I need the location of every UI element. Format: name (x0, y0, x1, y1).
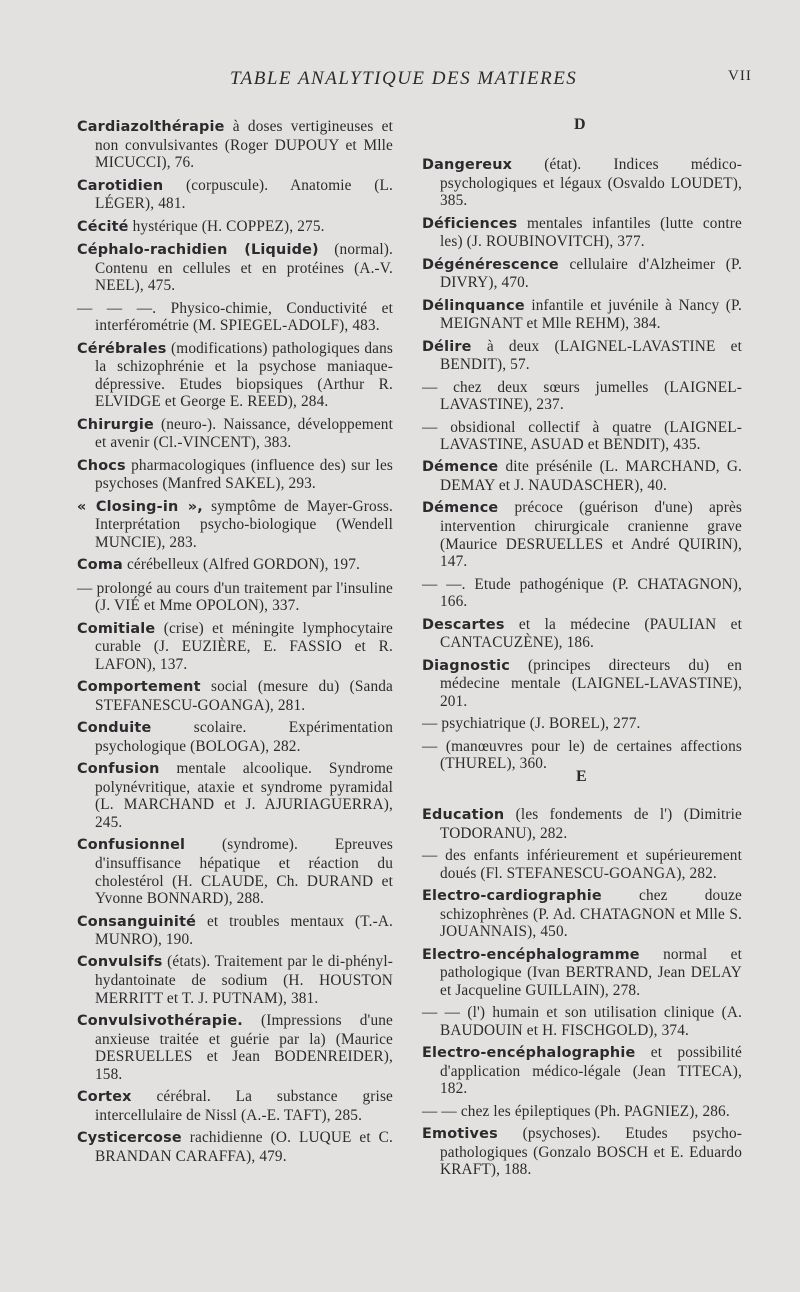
index-term: Cysticercose (77, 1130, 182, 1147)
index-entry-text: hystérique (H. COPPEZ), 275. (128, 217, 325, 235)
index-entry (422, 256, 742, 292)
index-entry (77, 620, 393, 674)
index-entry (77, 1129, 393, 1165)
index-entry (422, 1004, 742, 1039)
index-entry-text: — —. Etude pathogénique (P. CHATAGNON), 166. (422, 575, 742, 611)
index-entry-text: dite présénile (L. MARCHAND, G. DEMAY et J. NAUDASCHER), 40. (440, 458, 742, 495)
page-number: VII (728, 68, 752, 84)
index-entry-text: — psychiatrique (J. BOREL), 277. (422, 715, 641, 733)
index-entry-text: et la médecine (PAULIAN et CANTACUZÈNE), 186. (440, 615, 742, 652)
index-entry (422, 458, 742, 494)
index-term: Chirurgie (77, 416, 154, 433)
index-entry (77, 953, 393, 1007)
index-entry (422, 946, 742, 1000)
index-term: Démence (422, 500, 499, 517)
index-term: Electro-encéphalogramme (422, 946, 640, 963)
index-entry-text: (principes directeurs du) en médecine mentale (LAIGNEL-LAVASTINE), 201. (440, 656, 742, 710)
index-entry-text: (Impressions d'une anxieuse traitée et guérie par la) (Maurice DESRUELLES et Jean BODENREIDER), 158. (95, 1012, 393, 1083)
index-term: Démence (422, 459, 499, 476)
index-term: Electro-cardiographie (422, 887, 602, 904)
index-entry (77, 836, 393, 907)
index-term: Confusion (77, 761, 160, 778)
index-entry (77, 678, 393, 714)
index-entry (422, 215, 742, 251)
index-entry (422, 419, 742, 454)
index-entry (77, 457, 393, 493)
index-entry-text: cellulaire d'Alzheimer (P. DIVRY), 470. (440, 255, 742, 292)
index-term: Délinquance (422, 297, 525, 314)
index-term: Education (422, 807, 505, 823)
index-entry-text: — — (l') humain et son utilisation clinique (A. BAUDOUIN et H. FISCHGOLD), 374. (422, 1004, 742, 1039)
index-entry (77, 760, 393, 831)
index-entry (77, 498, 393, 552)
index-entry (422, 156, 742, 210)
index-term: « Closing-in », (77, 498, 203, 515)
right-column-e-section (422, 806, 742, 1184)
index-entry-text: mentale alcoolique. Syndrome polynévritique, ataxie et syndrome pyramidal (L. MARCHAND et J. AJURIAGUERRA), 245. (95, 760, 393, 831)
index-entry-text: (état). Indices médico-psychologiques et légaux (Osvaldo LOUDET), 385. (440, 156, 742, 210)
index-entry-text: scolaire. Expérimentation psychologique (BOLOGA), 282. (95, 719, 393, 755)
index-entry-text: — — chez les épileptiques (Ph. PAGNIEZ), 286. (422, 1102, 730, 1120)
index-entry (422, 576, 742, 611)
index-entry (422, 379, 742, 414)
index-entry-text: — prolongé au cours d'un traitement par l'insuline (J. VIÉ et Mme OPOLON), 337. (77, 579, 393, 615)
index-entry-text: et possibilité d'application médico-légale (Jean TITECA), 182. (440, 1044, 742, 1098)
index-entry (422, 715, 742, 733)
index-term: Dégénérescence (422, 256, 559, 273)
index-entry (422, 297, 742, 333)
section-letter-e: E (576, 768, 587, 785)
index-entry (77, 300, 393, 335)
index-term: Comitiale (77, 620, 156, 637)
index-term: Chocs (77, 457, 126, 474)
index-entry-text: — (manœuvres pour le) de certaines affections (THUREL), 360. (422, 737, 742, 773)
index-entry-text: (neuro-). Naissance, développement et avenir (Cl.-VINCENT), 383. (95, 415, 393, 452)
index-entry (422, 1044, 742, 1098)
index-term: Descartes (422, 616, 505, 633)
index-entry-text: à deux (LAIGNEL-LAVASTINE et BENDIT), 57. (440, 337, 742, 374)
index-entry-text: (états). Traitement par le di-phényl-hydantoinate de sodium (H. HOUSTON MERRITT et T. J. PUTNAM), 381. (95, 953, 393, 1007)
index-term: Cortex (77, 1089, 132, 1106)
index-entry (77, 556, 393, 575)
index-entry (77, 340, 393, 411)
index-entry-text: infantile et juvénile à Nancy (P. MEIGNANT et Mlle REHM), 384. (440, 296, 742, 333)
index-entry-text: pharmacologiques (influence des) sur les psychoses (Manfred SAKEL), 293. (95, 456, 393, 493)
index-term: Délire (422, 338, 472, 355)
index-entry (77, 719, 393, 755)
index-term: Cérébrales (77, 340, 167, 357)
index-entry-text: symptôme de Mayer-Gross. Interprétation psycho-biologique (Wendell MUNCIE), 283. (95, 497, 394, 551)
index-entry-text: — des enfants inférieurement et supérieurement doués (Fl. STEFANESCU-GOANGA), 282. (422, 846, 742, 882)
index-entry (77, 241, 393, 295)
index-entry (422, 1125, 742, 1179)
index-entry-text: (corpuscule). Anatomie (L. LÉGER), 481. (95, 176, 393, 213)
right-column-d-section (422, 156, 742, 778)
index-entry-text: et troubles mentaux (T.-A. MUNRO), 190. (95, 912, 393, 949)
index-entry-text: social (mesure du) (Sanda STEFANESCU-GOANGA), 281. (95, 678, 393, 714)
index-entry-text: mentales infantiles (lutte contre les) (J. ROUBINOVITCH), 377. (440, 214, 742, 251)
index-entry-text: chez douze schizophrènes (P. Ad. CHATAGNON et Mlle S. JOUANNAIS), 450. (440, 886, 742, 941)
index-entry-text: — chez deux sœurs jumelles (LAIGNEL-LAVASTINE), 237. (422, 378, 742, 414)
index-term: Coma (77, 557, 123, 574)
index-entry (77, 416, 393, 452)
index-term: Conduite (77, 720, 152, 737)
index-term: Electro-encéphalographie (422, 1045, 636, 1062)
index-entry-text: à doses vertigineuses et non convulsivantes (Roger DUPOUY et Mlle MICUCCI), 76. (95, 118, 393, 172)
left-column (77, 118, 393, 1170)
index-entry-text: normal et pathologique (Ivan BERTRAND, Jean DELAY et Jacqueline GUILLAIN), 278. (440, 945, 742, 999)
section-letter-d: D (574, 116, 586, 133)
index-term: Céphalo-rachidien (Liquide) (77, 241, 319, 258)
index-entry-text: cérébelleux (Alfred GORDON), 197. (122, 556, 360, 574)
running-header-title: TABLE ANALYTIQUE DES MATIERES (230, 68, 578, 89)
index-entry (77, 913, 393, 949)
index-entry (422, 887, 742, 941)
index-entry-text: rachidienne (O. LUQUE et C. BRANDAN CARAFFA), 479. (95, 1129, 393, 1165)
index-term: Convulsivothérapie. (77, 1013, 243, 1030)
index-term: Confusionnel (77, 837, 186, 854)
index-entry-text: (psychoses). Etudes psycho-pathologiques (Gonzalo BOSCH et E. Eduardo KRAFT), 188. (440, 1125, 742, 1179)
index-term: Comportement (77, 679, 201, 696)
index-term: Dangereux (422, 157, 513, 173)
index-entry (422, 499, 742, 570)
index-entry (77, 118, 393, 172)
index-entry (77, 177, 393, 213)
index-entry-text: cérébral. La substance grise intercellulaire de Nissl (A.-E. TAFT), 285. (95, 1088, 393, 1124)
index-entry (77, 1012, 393, 1083)
index-entry-text: — — —. Physico-chimie, Conductivité et interférométrie (M. SPIEGEL-ADOLF), 483. (77, 299, 393, 335)
index-entry-text: précoce (guérison d'une) après intervention chirurgicale cranienne grave (Maurice DESRUELLES et André QUIRIN), 147. (440, 499, 742, 571)
index-entry-text: (modifications) pathologiques dans la schizophrénie et la psychose maniaque-dépressive. Etudes biopsiques (Arthur R. ELVIDGE et George E. REED), 284. (95, 339, 393, 411)
index-entry (77, 580, 393, 615)
index-entry-text: (syndrome). Epreuves d'insuffisance hépatique et réaction du cholestérol (H. CLAUDE, Ch. DURAND et Yvonne BONNARD), 288. (95, 836, 393, 908)
index-term: Consanguinité (77, 913, 197, 930)
index-entry (422, 806, 742, 842)
index-term: Diagnostic (422, 657, 510, 674)
index-entry (422, 616, 742, 652)
index-entry-text: (crise) et méningite lymphocytaire curable (J. EUZIÈRE, E. FASSIO et R. LAFON), 137. (95, 619, 393, 673)
index-entry-text: — obsidional collectif à quatre (LAIGNEL-LAVASTINE, ASUAD et BENDIT), 435. (422, 418, 742, 454)
index-term: Cécité (77, 218, 129, 235)
index-entry (77, 1088, 393, 1124)
index-entry (422, 1103, 742, 1121)
index-entry (77, 218, 393, 237)
index-entry-text: (les fondements de l') (Dimitrie TODORANU), 282. (440, 806, 742, 842)
index-entry (422, 847, 742, 882)
index-term: Carotidien (77, 177, 164, 194)
index-term: Convulsifs (77, 954, 163, 971)
index-entry (422, 338, 742, 374)
index-entry-text: (normal). Contenu en cellules et en protéines (A.-V. NEEL), 475. (95, 240, 393, 295)
index-term: Déficiences (422, 215, 518, 232)
index-entry (422, 657, 742, 711)
index-term: Emotives (422, 1126, 498, 1143)
index-term: Cardiazolthérapie (77, 119, 225, 135)
